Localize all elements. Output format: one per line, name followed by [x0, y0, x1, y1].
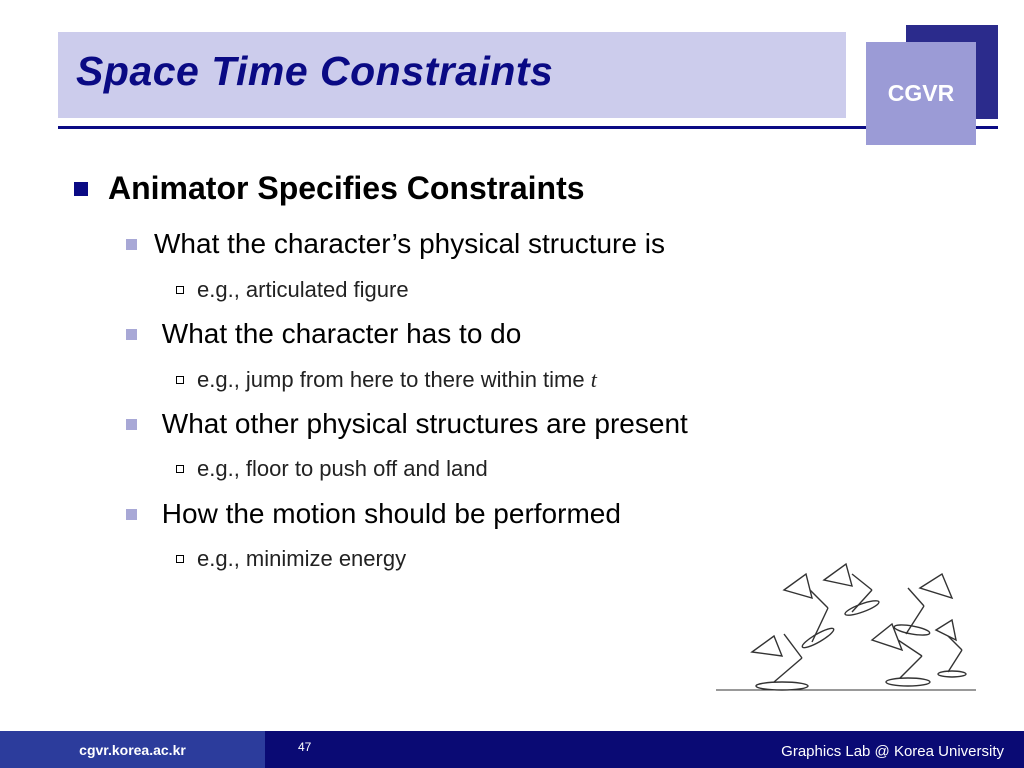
- sub-bullet-text: How the motion should be performed: [154, 498, 621, 529]
- example-text: e.g., minimize energy: [197, 546, 407, 571]
- example-text: e.g., floor to push off and land: [197, 456, 488, 481]
- time-variable: t: [590, 367, 597, 392]
- example-bullet: [176, 367, 597, 393]
- footer-url-box: [0, 731, 265, 768]
- sub-bullet: [126, 498, 621, 530]
- sub-bullet: [126, 408, 688, 440]
- luxo-lamp-jump-sequence-image: [712, 560, 992, 698]
- hollow-square-bullet-icon: [176, 376, 184, 384]
- square-bullet-icon: [126, 419, 137, 430]
- example-text: e.g., jump from here to there within time t: [197, 367, 597, 392]
- example-bullet: [176, 546, 406, 572]
- logo-text: CGVR: [887, 80, 955, 106]
- hollow-square-bullet-icon: [176, 286, 184, 294]
- main-bullet: [74, 170, 585, 207]
- square-bullet-icon: [126, 329, 137, 340]
- square-bullet-icon: [126, 239, 137, 250]
- sub-bullet-text: What other physical structures are present: [154, 408, 688, 439]
- sub-bullet-text: What the character’s physical structure is: [154, 228, 665, 259]
- sub-bullet: [126, 228, 665, 260]
- example-bullet: [176, 456, 488, 482]
- sub-bullet: [126, 318, 521, 350]
- footer-url[interactable]: cgvr.korea.ac.kr: [79, 741, 186, 758]
- hollow-square-bullet-icon: [176, 555, 184, 563]
- square-bullet-icon: [74, 182, 88, 196]
- hollow-square-bullet-icon: [176, 465, 184, 473]
- page-number: 47: [298, 740, 312, 754]
- sub-bullet-text: What the character has to do: [154, 318, 522, 349]
- example-bullet: [176, 277, 409, 303]
- square-bullet-icon: [126, 509, 137, 520]
- slide-title: Space Time Constraints: [76, 48, 554, 94]
- logo: [866, 42, 976, 145]
- example-text: e.g., articulated figure: [197, 277, 409, 302]
- main-bullet-text: Animator Specifies Constraints: [108, 170, 585, 206]
- footer-organization: Graphics Lab @ Korea University: [781, 743, 1004, 760]
- title-divider: [58, 126, 998, 129]
